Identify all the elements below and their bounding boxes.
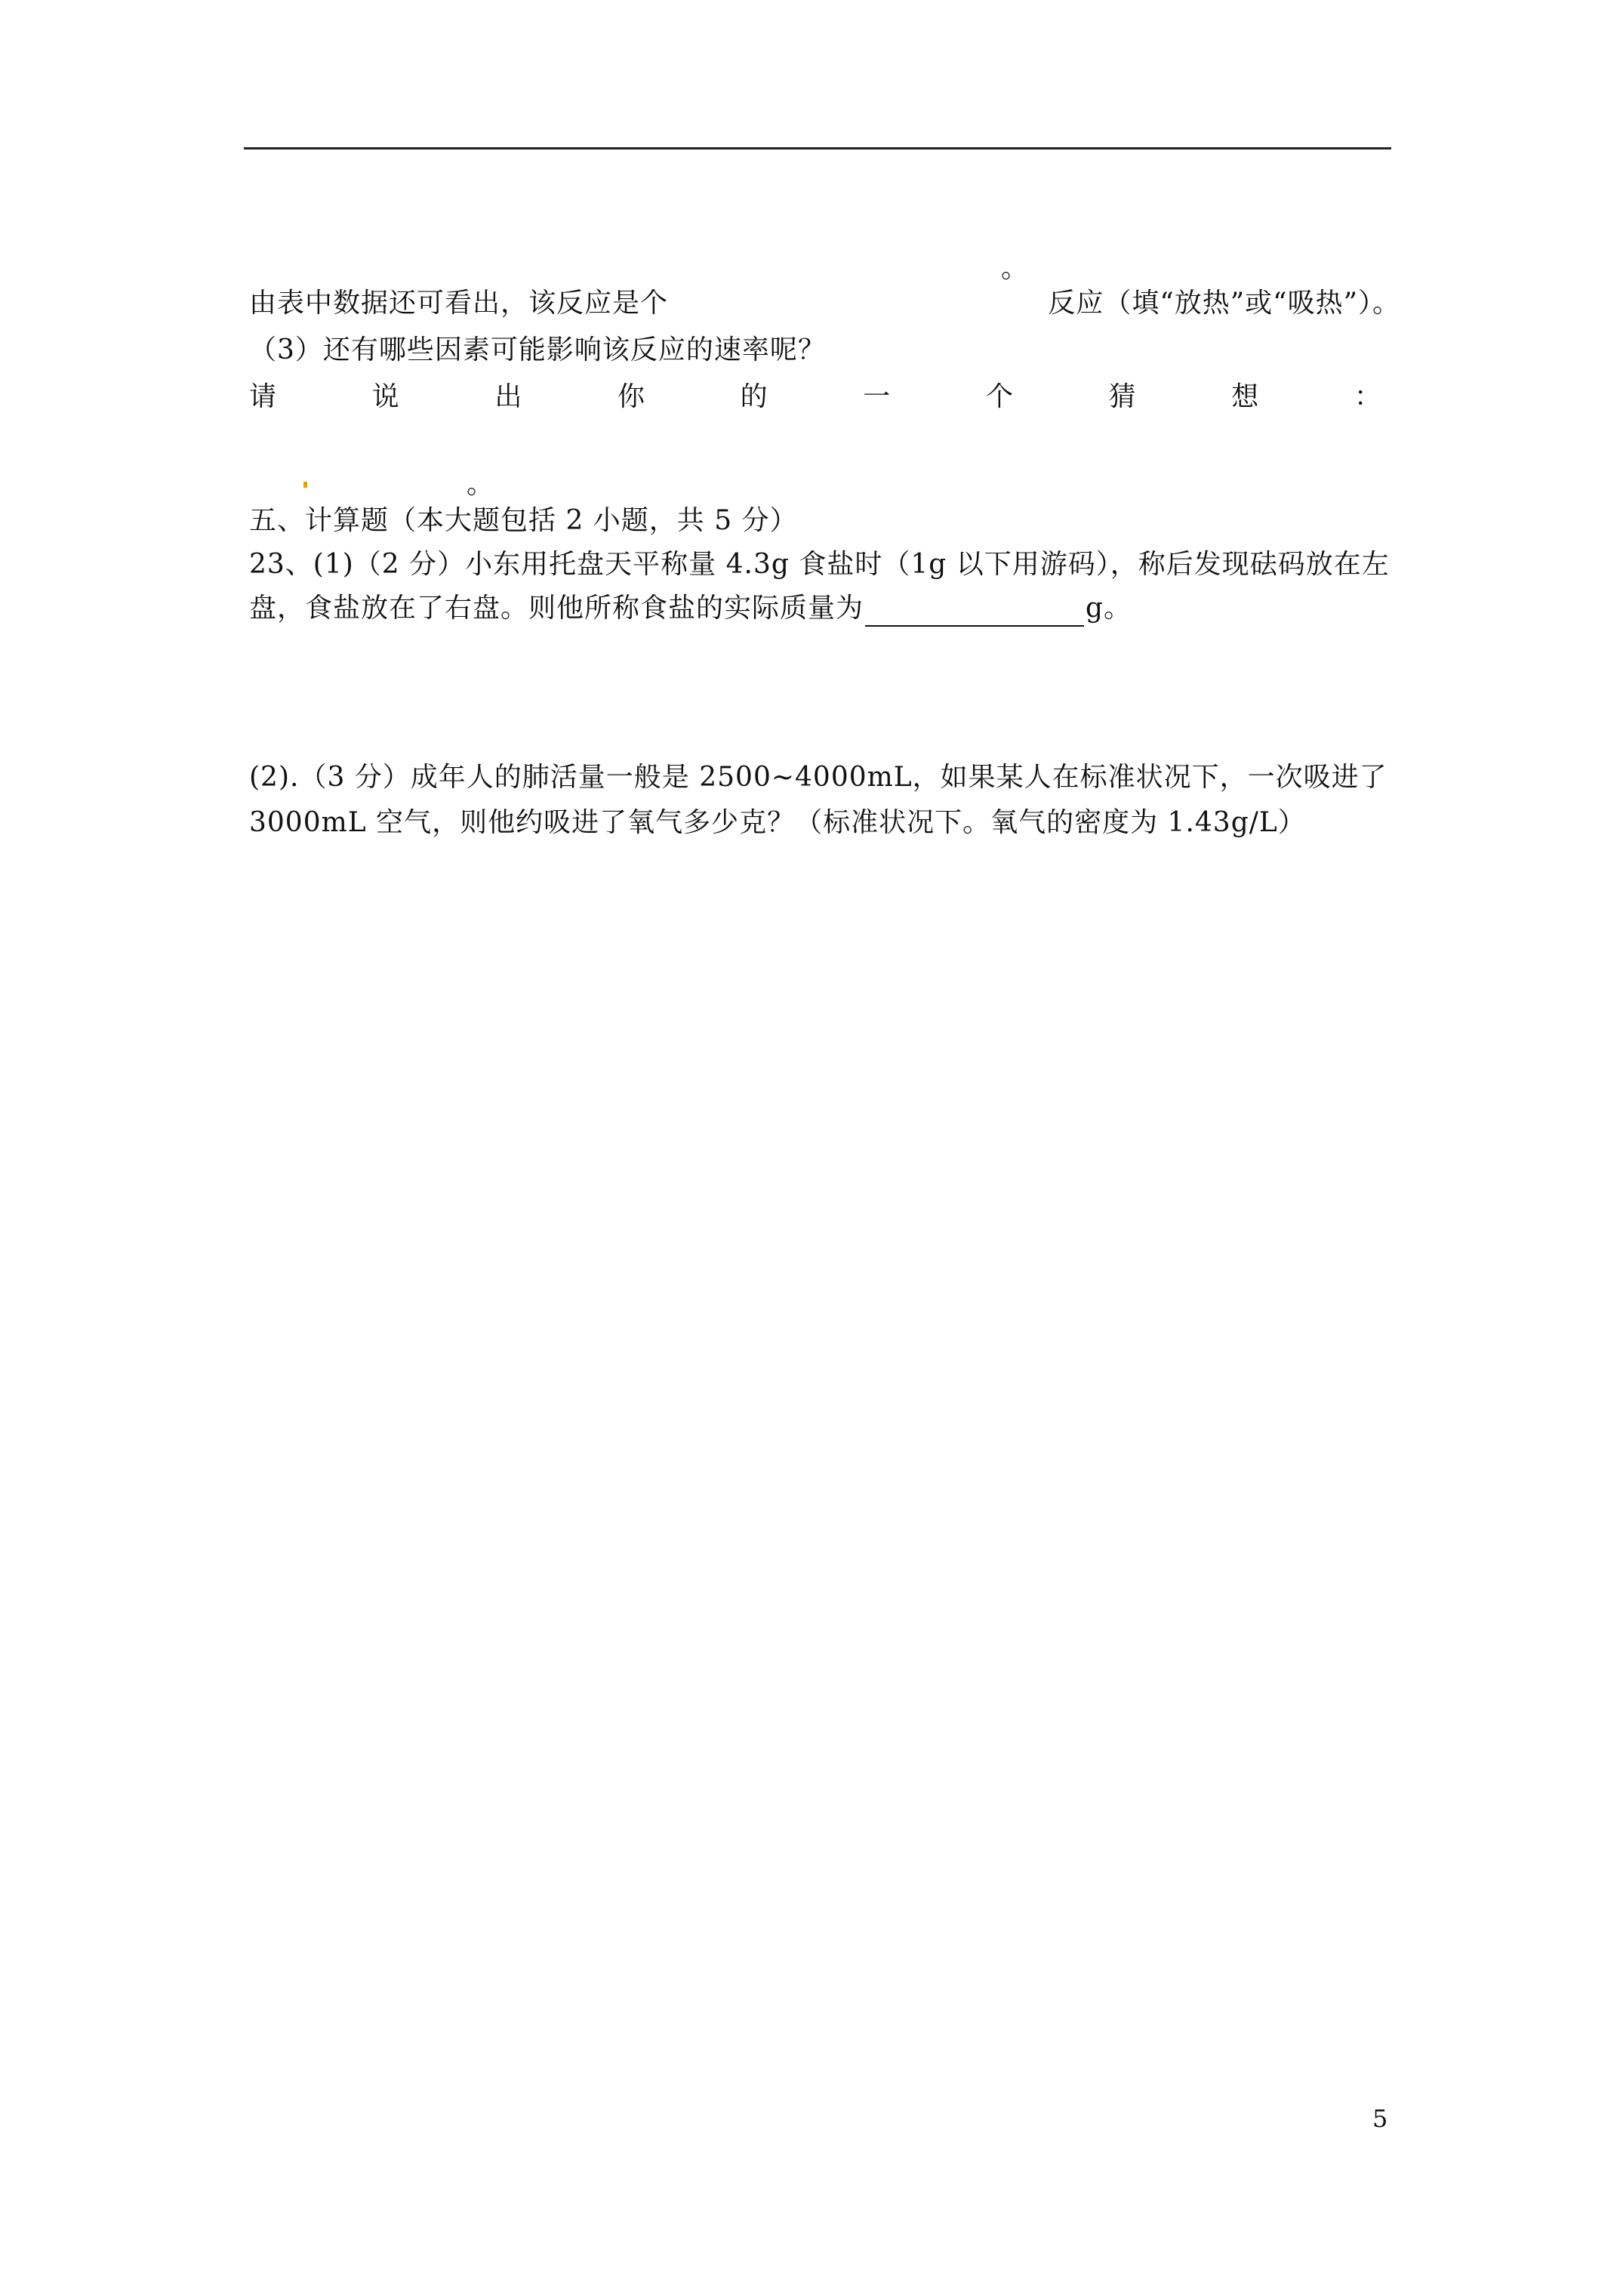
- q23-part1-line-2-text: 盘，食盐放在了右盘。则他所称食盐的实际质量为: [249, 593, 864, 624]
- answer-period-mark: 。: [467, 469, 494, 500]
- q23-part1-line-1: 23、(1)（2 分）小东用托盘天平称量 4.3g 食盐时（1g 以下用游码），称后发现砝码放在左: [249, 549, 1390, 580]
- guess-char: 出: [494, 381, 522, 412]
- guess-char: 的: [740, 381, 768, 412]
- orange-mark: [303, 482, 307, 488]
- q23-part2-line-2: 3000mL 空气，则他约吸进了氧气多少克？（标准状况下。氧气的密度为 1.43g/L）: [249, 807, 1306, 838]
- guess-char: 请: [249, 381, 277, 412]
- guess-char: 猜: [1108, 381, 1136, 412]
- guess-char: 你: [617, 381, 645, 412]
- q22-line-1: [249, 285, 1400, 322]
- q23-part2-line-1: (2).（3 分）成年人的肺活量一般是 2500~4000mL，如果某人在标准状况下，一次吸进了: [249, 762, 1387, 793]
- q22-line-2: （3）还有哪些因素可能影响该反应的速率呢？: [249, 334, 826, 365]
- q22-line-1-left: 由表中数据还可看出，该反应是个: [249, 288, 669, 319]
- q23-part1-unit: g。: [1086, 593, 1132, 624]
- page-number: 5: [1372, 2104, 1388, 2133]
- guess-char: ：: [1354, 381, 1381, 412]
- q23-part1-line-2: [249, 590, 1132, 627]
- period-mark: 。: [1001, 253, 1029, 284]
- q22-line-1-right: 反应（填“放热”或“吸热”）。: [1048, 288, 1400, 319]
- guess-prompt-line: [249, 379, 1381, 415]
- guess-char: 一: [863, 381, 891, 412]
- guess-char: 说: [371, 381, 399, 412]
- section-5-heading: 五、计算题（本大题包括 2 小题，共 5 分）: [249, 505, 798, 536]
- header-rule: [244, 147, 1391, 149]
- guess-char: 个: [985, 381, 1013, 412]
- answer-blank[interactable]: [865, 599, 1084, 627]
- guess-char: 想: [1231, 381, 1259, 412]
